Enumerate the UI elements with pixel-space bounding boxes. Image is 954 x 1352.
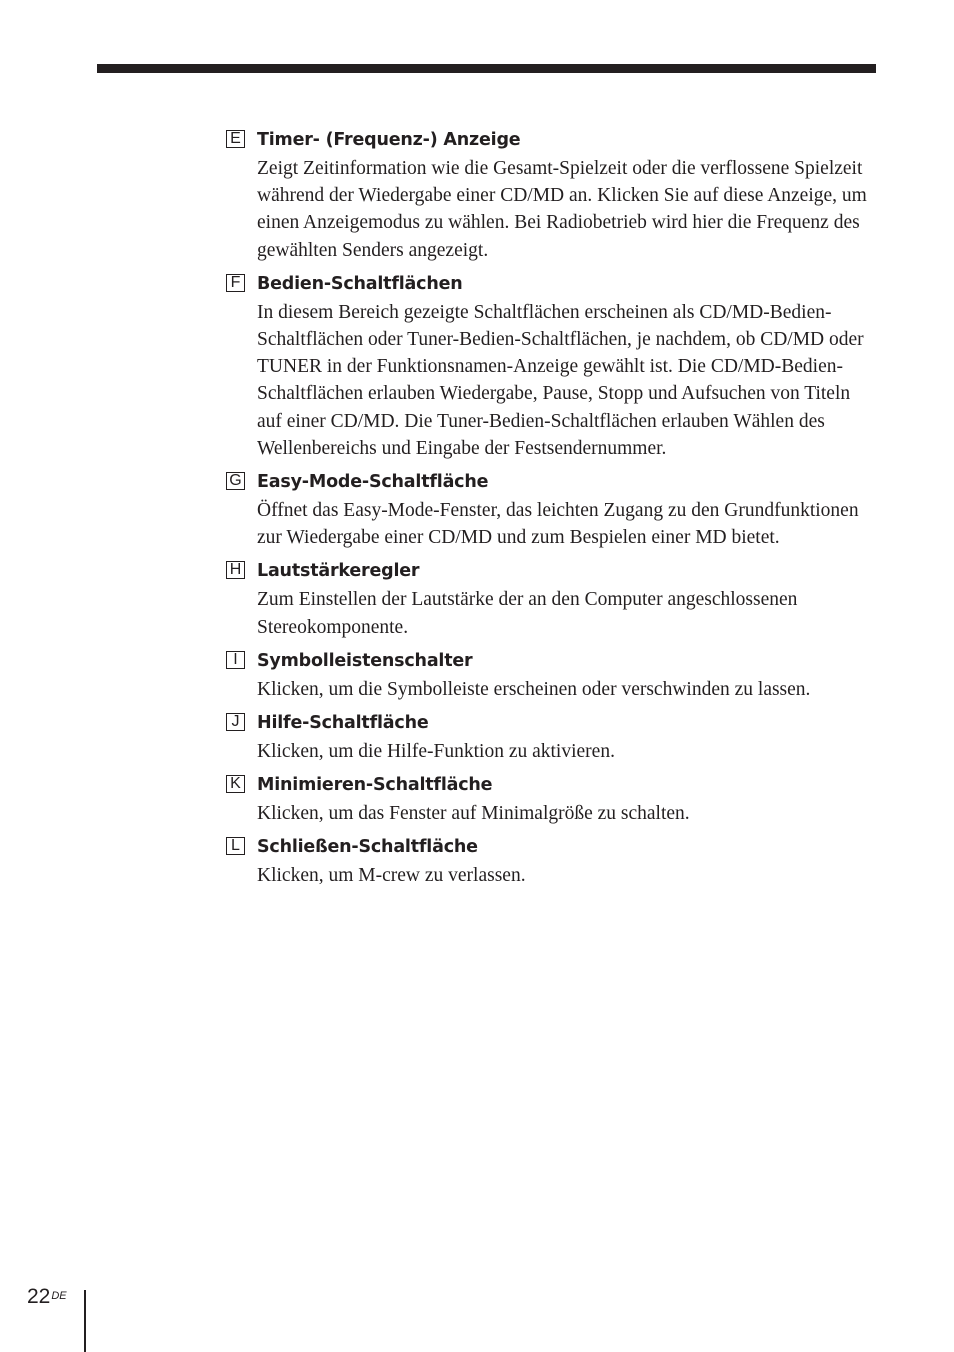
- entry-minimize-button: [226, 772, 876, 827]
- page-number: [27, 1284, 67, 1310]
- entry-description: Klicken, um die Symbolleiste erscheinen oder verschwinden zu lassen.: [257, 678, 811, 700]
- entry-title: Bedien-Schaltflächen: [257, 273, 463, 294]
- entry-title: Schließen-Schaltfläche: [257, 837, 478, 858]
- entry-title: Hilfe-Schaltfläche: [257, 713, 429, 734]
- entry-title: Minimieren-Schaltfläche: [257, 775, 493, 796]
- entry-description: In diesem Bereich gezeigte Schaltflächen erscheinen als CD/MD-Bedien-Schaltflächen oder Tuner-Bedien-Schaltflächen, je nachdem, ob CD/MD oder TUNER in der Funktionsnamen-Anzeige gewählt ist. Die CD/MD-Bedien-Schaltflächen erlauben Wiedergabe, Pause, Stopp und Aufsuchen von Titeln auf einer CD/MD. Die Tuner-Bedien-Schaltflächen erlauben Wählen des Wellenbereichs und Eingabe der Festsendernummer.: [257, 301, 864, 459]
- entry-letter-badge: E: [226, 130, 245, 148]
- entry-control-buttons: [226, 271, 876, 462]
- entry-description: Klicken, um M-crew zu verlassen.: [257, 865, 526, 887]
- entry-timer-display: [226, 127, 876, 264]
- entry-description: Klicken, um das Fenster auf Minimalgröße zu schalten.: [257, 803, 690, 825]
- header-rule: [97, 64, 876, 73]
- entry-letter-badge: L: [226, 837, 245, 855]
- entry-letter-badge: H: [226, 561, 245, 579]
- entry-title: Symbolleistenschalter: [257, 650, 473, 671]
- language-code: DE: [51, 1290, 67, 1302]
- entry-description: Zum Einstellen der Lautstärke der an den Computer angeschlossenen Stereokomponente.: [257, 589, 798, 638]
- entry-easy-mode-button: [226, 469, 876, 551]
- page-number-value: 22: [27, 1285, 51, 1308]
- entry-letter-badge: G: [226, 472, 245, 490]
- entry-letter-badge: F: [226, 274, 245, 292]
- entry-toolbar-switch: [226, 648, 876, 703]
- entry-description: Öffnet das Easy-Mode-Fenster, das leichten Zugang zu den Grundfunktionen zur Wiedergabe einer CD/MD und zum Bespielen einer MD bietet.: [257, 500, 859, 549]
- entry-help-button: [226, 710, 876, 765]
- entry-description: Zeigt Zeitinformation wie die Gesamt-Spielzeit oder die verflossene Spielzeit während der Wiedergabe einer CD/MD an. Klicken Sie auf diese Anzeige, um einen Anzeigemodus zu wählen. Bei Radiobetrieb wird hier die Frequenz des gewählten Senders angezeigt.: [257, 158, 867, 261]
- entry-letter-badge: K: [226, 775, 245, 793]
- entry-letter-badge: I: [226, 651, 245, 669]
- entry-letter-badge: J: [226, 713, 245, 731]
- entry-title: Timer- (Frequenz-) Anzeige: [257, 130, 521, 150]
- entry-title: Easy-Mode-Schaltfläche: [257, 472, 489, 493]
- entry-description: Klicken, um die Hilfe-Funktion zu aktivieren.: [257, 741, 615, 763]
- entry-volume-control: [226, 558, 876, 640]
- footer-rule: [84, 1290, 86, 1352]
- entry-close-button: [226, 834, 876, 889]
- entry-title: Lautstärkeregler: [257, 561, 420, 582]
- entry-list: [226, 127, 876, 897]
